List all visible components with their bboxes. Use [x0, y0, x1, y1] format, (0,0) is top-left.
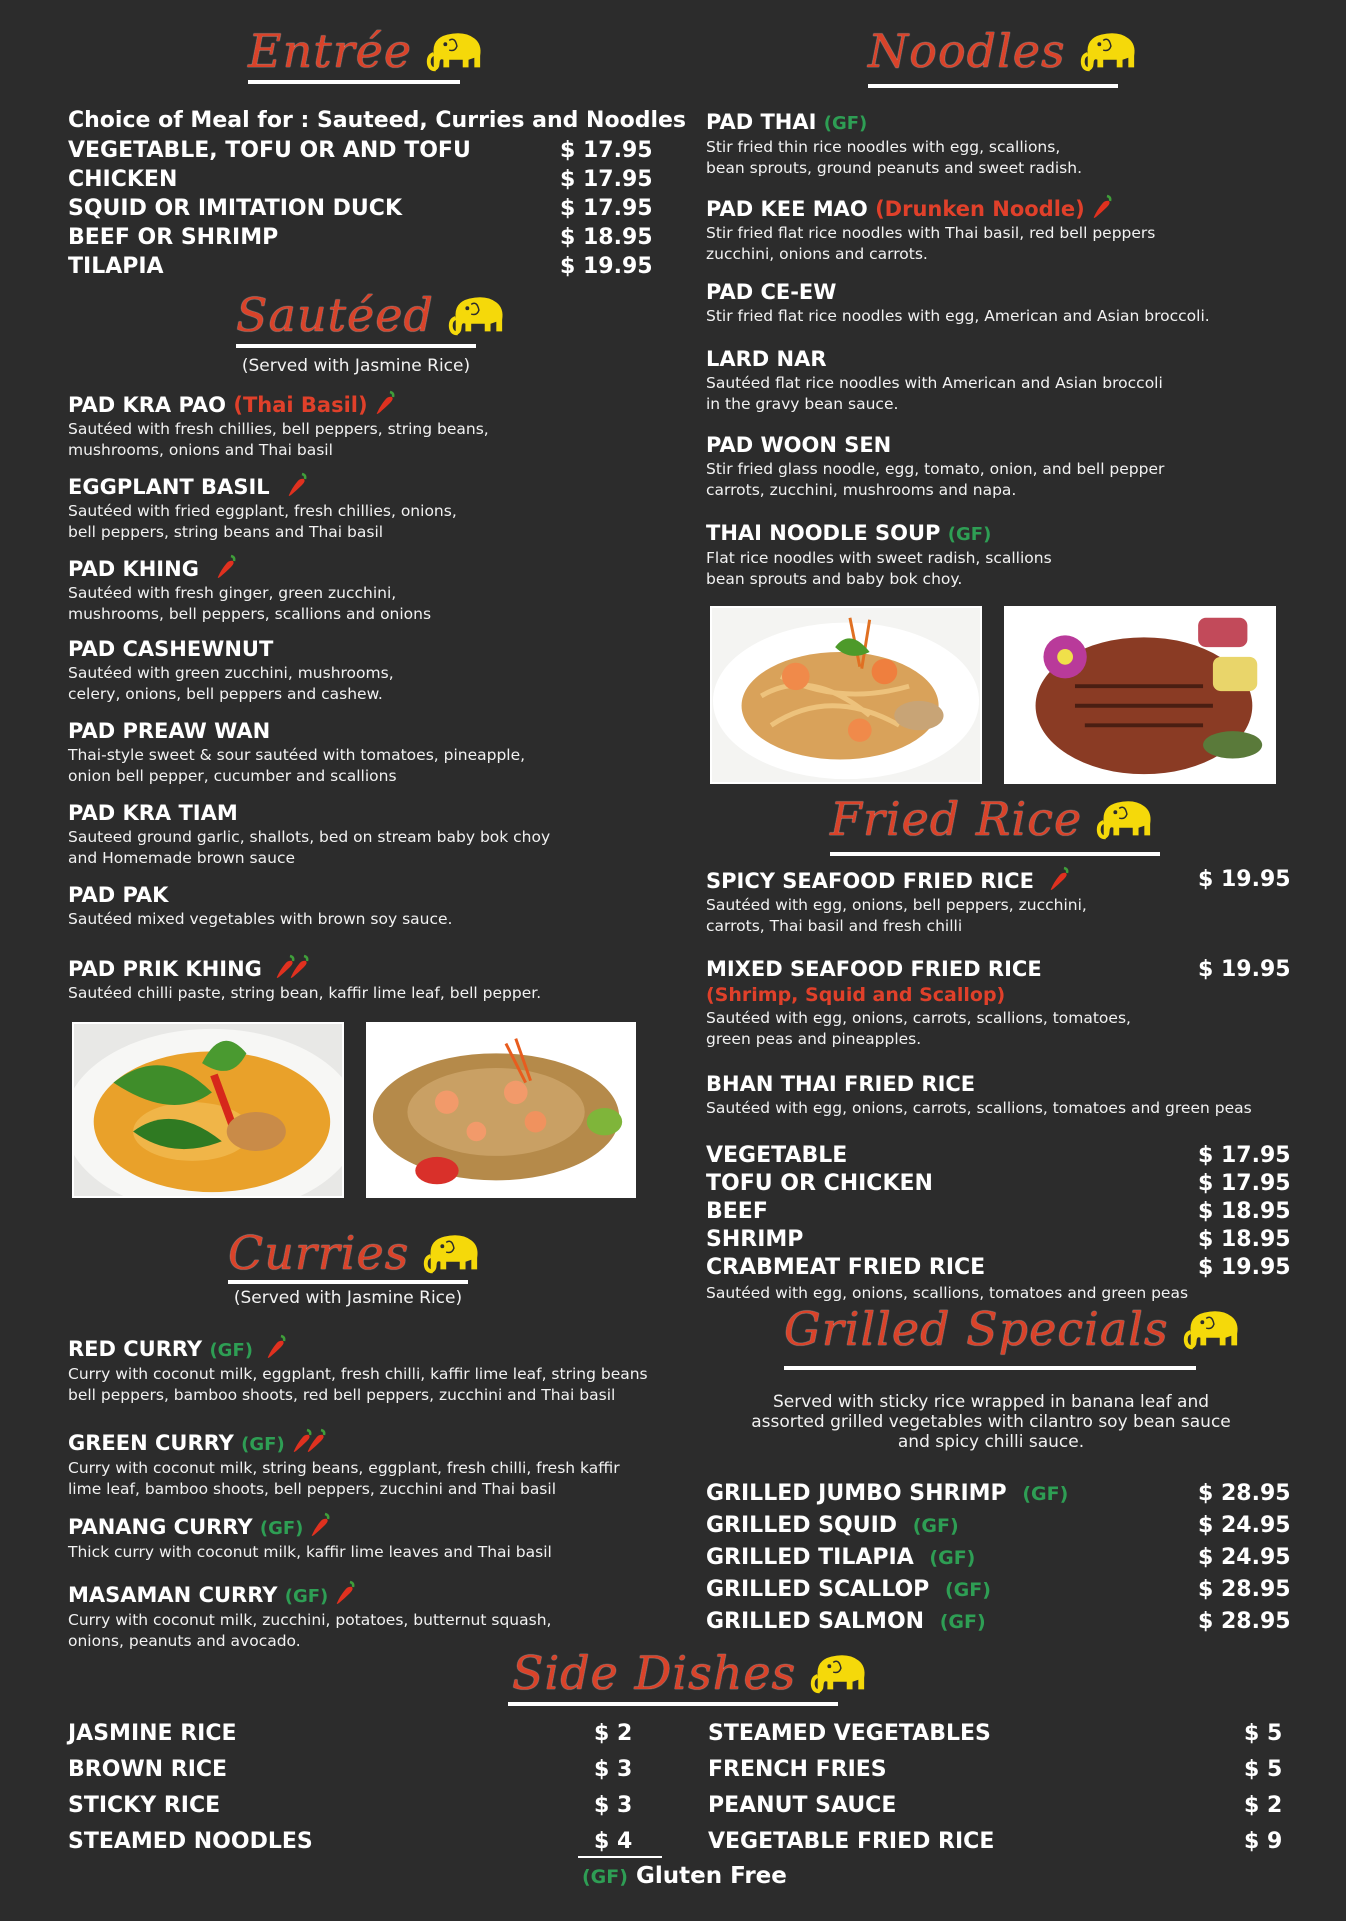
grilled-name: GRILLED JUMBO SHRIMP [706, 1481, 1007, 1506]
grilled-name: GRILLED SCALLOP [706, 1577, 930, 1602]
dish-desc: Sauteed ground garlic, shallots, bed on stream baby bok choy [68, 828, 551, 846]
dish-desc: Sautéed with egg, onions, bell peppers, zucchini, [706, 896, 1087, 914]
dish-desc: Sautéed with egg, onions, carrots, scallions, tomatoes, [706, 1009, 1131, 1027]
grilled-price: $ 28.95 [1198, 1609, 1291, 1634]
grilled-title: Grilled Specials [784, 1302, 1169, 1356]
dish-pad-pak [68, 882, 452, 930]
dish-desc: Sautéed with fried eggplant, fresh chillies, onions, [68, 502, 457, 520]
dish-thai-noodle-soup [706, 520, 1052, 590]
dish-desc: Flat rice noodles with sweet radish, scallions [706, 549, 1052, 567]
dish-desc: Stir fried glass noodle, egg, tomato, onion, and bell pepper [706, 460, 1165, 478]
dish-desc: Sautéed chilli paste, string bean, kaffir lime leaf, bell pepper. [68, 984, 542, 1002]
curries-heading [228, 1226, 481, 1280]
entree-row-price: $ 17.95 [560, 138, 653, 163]
grilled-name: GRILLED SALMON [706, 1609, 925, 1634]
dish-name: PAD KHING [68, 557, 199, 581]
noodles-title: Noodles [868, 24, 1066, 78]
dish-desc: Curry with coconut milk, zucchini, potatoes, butternut squash, [68, 1611, 552, 1629]
entree-row-name: SQUID OR IMITATION DUCK [68, 196, 402, 221]
dish-pad-ce-ew [706, 279, 1210, 327]
dish-desc: Stir fried thin rice noodles with egg, scallions, [706, 138, 1061, 156]
chili-icon [288, 954, 310, 980]
gf-label: (GF) [944, 1579, 991, 1601]
noodles-underline [868, 84, 1118, 88]
dish-desc: Sautéed with green zucchini, mushrooms, [68, 664, 394, 682]
entree-underline [248, 80, 460, 84]
side-name: STEAMED VEGETABLES [708, 1721, 991, 1746]
grilled-name: GRILLED TILAPIA [706, 1545, 914, 1570]
side-name: PEANUT SAUCE [708, 1793, 897, 1818]
sides-underline [508, 1702, 838, 1706]
chili-icon [334, 1580, 356, 1606]
side-name: FRENCH FRIES [708, 1757, 887, 1782]
dish-desc: and Homemade brown sauce [68, 849, 295, 867]
side-price: $ 2 [1244, 1793, 1283, 1818]
noodles-heading [868, 24, 1138, 78]
dish-desc: bell peppers, bamboo shoots, red bell peppers, zucchini and Thai basil [68, 1386, 616, 1404]
dish-desc: onion bell pepper, cucumber and scallions [68, 767, 397, 785]
dish-desc: carrots, zucchini, mushrooms and napa. [706, 481, 1017, 499]
grilled-item [706, 1481, 1068, 1506]
gluten-free-legend [582, 1863, 787, 1889]
grilled-price: $ 28.95 [1198, 1481, 1291, 1506]
side-price: $ 9 [1244, 1829, 1283, 1854]
dish-desc: in the gravy bean sauce. [706, 395, 899, 413]
elephant-icon [423, 1230, 481, 1276]
option-name: TOFU OR CHICKEN [706, 1171, 933, 1196]
sides-heading [512, 1646, 868, 1700]
dish-desc: zucchini, onions and carrots. [706, 245, 928, 263]
gf-label: (GF) [241, 1434, 285, 1455]
side-price: $ 5 [1244, 1721, 1283, 1746]
grilled-note-line: and spicy chilli sauce. [897, 1432, 1085, 1452]
grilled-item [706, 1609, 986, 1634]
dish-desc: bean sprouts, ground peanuts and sweet radish. [706, 159, 1083, 177]
option-price: $ 17.95 [1198, 1143, 1291, 1168]
side-price: $ 2 [594, 1721, 633, 1746]
dish-pad-kra-pao [68, 390, 489, 461]
dish-name: PAD PRIK KHING [68, 957, 262, 981]
option-name: SHRIMP [706, 1227, 804, 1252]
dish-desc: Thai-style sweet & sour sautéed with tomatoes, pineapple, [68, 746, 526, 764]
option-name: BEEF [706, 1199, 768, 1224]
dish-extra: (Drunken Noodle) [875, 197, 1085, 221]
dish-red-curry [68, 1334, 648, 1406]
dish-eggplant-basil [68, 472, 457, 543]
dish-name: PAD PREAW WAN [68, 719, 271, 743]
curries-underline [228, 1280, 468, 1284]
entree-title: Entrée [248, 24, 413, 78]
dish-name: MIXED SEAFOOD FRIED RICE [706, 957, 1042, 981]
gf-label: (GF) [284, 1586, 329, 1607]
dish-name: LARD NAR [706, 347, 827, 371]
dish-name: RED CURRY [68, 1337, 203, 1361]
dish-desc: Curry with coconut milk, eggplant, fresh chilli, kaffir lime leaf, string beans [68, 1365, 648, 1383]
dish-name: THAI NOODLE SOUP [706, 521, 941, 545]
dish-name: PAD THAI [706, 110, 817, 134]
dish-name: PAD CASHEWNUT [68, 637, 274, 661]
option-price: $ 18.95 [1198, 1227, 1291, 1252]
dish-name: PAD KEE MAO [706, 197, 868, 221]
fried-rice-title: Fried Rice [830, 792, 1083, 846]
dish-desc: bean sprouts and baby bok choy. [706, 570, 963, 588]
chili-icon [265, 1334, 287, 1360]
dish-name: PAD KRA PAO [68, 393, 227, 417]
gf-label: (GF) [1022, 1483, 1069, 1505]
elephant-icon [810, 1650, 868, 1696]
dish-name: PAD WOON SEN [706, 433, 892, 457]
dish-desc: Stir fried flat rice noodles with egg, American and Asian broccoli. [706, 307, 1210, 325]
dish-desc: Thick curry with coconut milk, kaffir lime leaves and Thai basil [68, 1543, 552, 1561]
grilled-note-line: assorted grilled vegetables with cilantro soy bean sauce [751, 1412, 1231, 1432]
grilled-underline [784, 1366, 1196, 1370]
dish-pad-kee-mao [706, 194, 1155, 265]
sides-title: Side Dishes [512, 1646, 797, 1700]
dish-price: $ 19.95 [1198, 957, 1291, 982]
chili-icon [1091, 194, 1113, 220]
grilled-price: $ 28.95 [1198, 1577, 1291, 1602]
grilled-name: GRILLED SQUID [706, 1513, 898, 1538]
dish-desc: mushrooms, onions and Thai basil [68, 441, 333, 459]
dish-name: EGGPLANT BASIL [68, 475, 270, 499]
grilled-item [706, 1545, 975, 1570]
dish-desc: Sautéed with fresh chillies, bell peppers, string beans, [68, 420, 489, 438]
side-name: STICKY RICE [68, 1793, 221, 1818]
side-price: $ 4 [594, 1829, 633, 1854]
dish-masaman-curry [68, 1580, 551, 1652]
gf-label: (GF) [823, 113, 868, 134]
dish-price: $ 19.95 [1198, 867, 1291, 892]
elephant-icon [1096, 796, 1154, 842]
dish-pad-cashewnut [68, 636, 394, 705]
dish-pad-preaw-wan [68, 718, 525, 787]
grilled-item [706, 1577, 991, 1602]
elephant-icon [426, 28, 484, 74]
gf-label: (GF) [582, 1866, 628, 1888]
dish-desc: carrots, Thai basil and fresh chilli [706, 917, 963, 935]
dish-desc: Sautéed mixed vegetables with brown soy sauce. [68, 910, 453, 928]
side-price: $ 3 [594, 1793, 633, 1818]
dish-desc: Curry with coconut milk, string beans, eggplant, fresh chilli, fresh kaffir [68, 1459, 620, 1477]
side-name: BROWN RICE [68, 1757, 228, 1782]
option-price: $ 19.95 [1198, 1255, 1291, 1280]
entree-intro: Choice of Meal for : Sauteed, Curries and Noodles [68, 108, 686, 133]
curries-title: Curries [228, 1226, 410, 1280]
dish-desc: bell peppers, string beans and Thai basil [68, 523, 384, 541]
fried-rice-underline [830, 852, 1160, 856]
dish-name: PAD KRA TIAM [68, 801, 238, 825]
dish-extra: (Thai Basil) [233, 393, 368, 417]
options-desc: Sautéed with egg, onions, scallions, tomatoes and green peas [706, 1284, 1189, 1302]
dish-desc: lime leaf, bamboo shoots, bell peppers, zucchini and Thai basil [68, 1480, 557, 1498]
dish-desc: onions, peanuts and avocado. [68, 1632, 301, 1650]
pad-thai-photo [710, 606, 982, 784]
side-price: $ 5 [1244, 1757, 1283, 1782]
chili-icon [286, 472, 308, 498]
sauteed-note: (Served with Jasmine Rice) [241, 356, 471, 376]
entree-row-price: $ 18.95 [560, 225, 653, 250]
elephant-icon [1183, 1306, 1241, 1352]
dish-name: SPICY SEAFOOD FRIED RICE [706, 869, 1034, 893]
dish-desc: mushrooms, bell peppers, scallions and onions [68, 605, 432, 623]
grilled-photo [1004, 606, 1276, 784]
dish-desc: celery, onions, bell peppers and cashew. [68, 685, 383, 703]
dish-green-curry [68, 1428, 620, 1500]
dish-bhan-thai-fried-rice [706, 1071, 1252, 1119]
dish-name: GREEN CURRY [68, 1431, 234, 1455]
dish-name: PAD PAK [68, 883, 169, 907]
dish-pad-khing [68, 554, 431, 625]
curry-photo [72, 1022, 344, 1198]
sauteed-underline [236, 344, 476, 348]
sauteed-heading [236, 288, 506, 342]
entree-row-price: $ 17.95 [560, 196, 653, 221]
sauteed-title: Sautéed [236, 288, 434, 342]
dish-extra: (Shrimp, Squid and Scallop) [706, 984, 1006, 1006]
chili-icon [305, 1428, 327, 1454]
entree-row-name: BEEF OR SHRIMP [68, 225, 279, 250]
elephant-icon [448, 292, 506, 338]
entree-row-price: $ 17.95 [560, 167, 653, 192]
option-name: CRABMEAT FRIED RICE [706, 1255, 986, 1280]
dish-desc: green peas and pineapples. [706, 1030, 922, 1048]
entree-row-price: $ 19.95 [560, 254, 653, 279]
dish-desc: Sautéed with egg, onions, carrots, scallions, tomatoes and green peas [706, 1099, 1252, 1117]
grilled-heading [784, 1302, 1241, 1356]
gf-label: (GF) [912, 1515, 959, 1537]
fried-rice-heading [830, 792, 1154, 846]
entree-row-name: CHICKEN [68, 167, 178, 192]
gf-label: (GF) [939, 1611, 986, 1633]
chili-icon [1048, 866, 1070, 892]
chili-icon [309, 1512, 331, 1538]
sides-divider [578, 1856, 662, 1858]
side-name: JASMINE RICE [68, 1721, 237, 1746]
option-price: $ 18.95 [1198, 1199, 1291, 1224]
gf-label: (GF) [259, 1518, 304, 1539]
grilled-note [706, 1392, 1276, 1452]
dish-name: PAD CE-EW [706, 280, 837, 304]
dish-pad-thai [706, 109, 1082, 179]
dish-lard-nar [706, 346, 1163, 415]
gf-label: (GF) [947, 524, 992, 545]
grilled-price: $ 24.95 [1198, 1545, 1291, 1570]
gf-label: (GF) [929, 1547, 976, 1569]
dish-mixed-seafood-fried-rice [706, 956, 1131, 1050]
gf-label: (GF) [209, 1340, 253, 1361]
option-price: $ 17.95 [1198, 1171, 1291, 1196]
side-name: VEGETABLE FRIED RICE [708, 1829, 995, 1854]
entree-row-name: TILAPIA [68, 254, 164, 279]
grilled-price: $ 24.95 [1198, 1513, 1291, 1538]
gluten-free-label: Gluten Free [635, 1863, 787, 1889]
dish-desc: Sautéed with fresh ginger, green zucchini, [68, 584, 397, 602]
entree-row-name: VEGETABLE, TOFU OR AND TOFU [68, 138, 471, 163]
option-name: VEGETABLE [706, 1143, 848, 1168]
dish-name: PANANG CURRY [68, 1515, 253, 1539]
dish-pad-woon-sen [706, 432, 1164, 501]
chili-icon [374, 390, 396, 416]
dish-pad-kra-tiam [68, 800, 550, 869]
side-price: $ 3 [594, 1757, 633, 1782]
dish-name: BHAN THAI FRIED RICE [706, 1072, 976, 1096]
dish-name: MASAMAN CURRY [68, 1583, 278, 1607]
dish-panang-curry [68, 1512, 552, 1563]
elephant-icon [1080, 28, 1138, 74]
chili-icon [215, 554, 237, 580]
dish-desc: Stir fried flat rice noodles with Thai basil, red bell peppers [706, 224, 1156, 242]
side-name: STEAMED NOODLES [68, 1829, 313, 1854]
entree-heading [248, 24, 484, 78]
grilled-item [706, 1513, 959, 1538]
curries-note: (Served with Jasmine Rice) [233, 1288, 463, 1308]
grilled-note-line: Served with sticky rice wrapped in banana leaf and [772, 1392, 1210, 1412]
dish-pad-prik-khing [68, 954, 541, 1004]
fried-rice-photo [366, 1022, 636, 1198]
dish-desc: Sautéed flat rice noodles with American and Asian broccoli [706, 374, 1163, 392]
